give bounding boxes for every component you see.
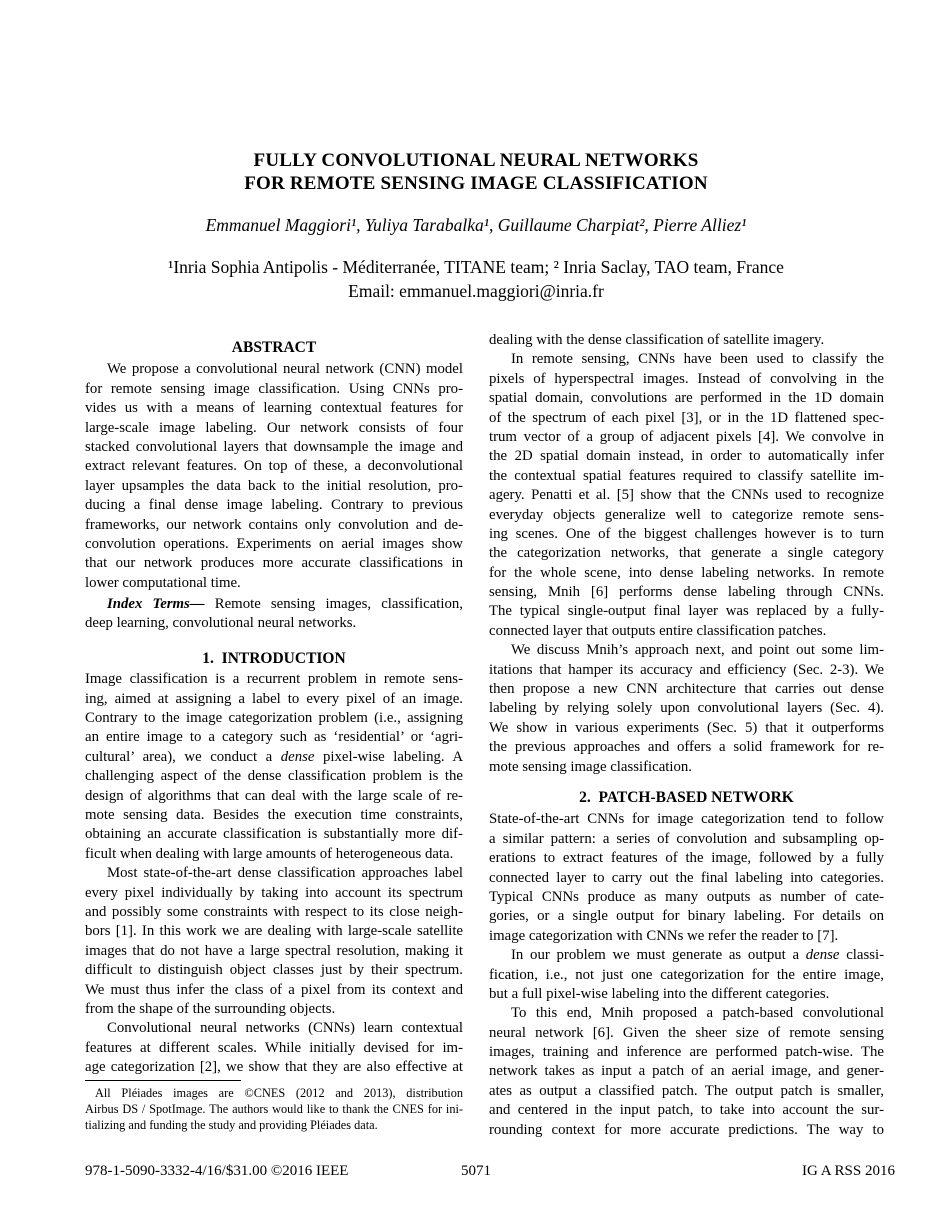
text-line: ates as output a classified patch. The output patch is smaller,	[489, 1082, 884, 1099]
text-line: difficult to distinguish object classes just by their spectrum.	[85, 962, 463, 979]
text-line: gories, or a single output for binary labeling. For details on	[489, 908, 884, 925]
affiliation-line: ¹Inria Sophia Antipolis - Méditerranée, TITANE team; ² Inria Saclay, TAO team, France	[168, 257, 784, 277]
text-line: To this end, Mnih proposed a patch-based convolutional	[511, 1005, 884, 1022]
text-line: images, training and inference are performed patch-wise. The	[489, 1044, 884, 1061]
text-line: spatial domain, convolutions are performed in the 1D domain	[489, 390, 884, 407]
text-line: network takes as input a patch of an aerial image, and gener-	[489, 1063, 884, 1080]
text-line: Airbus DS / SpotImage. The authors would like to thank the CNES for ini-	[85, 1102, 463, 1117]
right-column-body-a	[489, 331, 884, 777]
right-column	[489, 331, 884, 1140]
text-line: We propose a convolutional neural network (CNN) model	[107, 361, 463, 378]
text-line: ing scenes. One of the biggest challenges however is to turn	[489, 525, 884, 542]
text-line: Typical CNNs produce as many outputs as number of cate-	[489, 888, 884, 905]
text-line: Index Terms— Remote sensing images, classification,	[107, 596, 463, 613]
text-line: Contrary to the image categorization problem (i.e., assigning	[85, 710, 463, 727]
left-column	[85, 331, 463, 1140]
title-line-2: FOR REMOTE SENSING IMAGE CLASSIFICATION	[244, 173, 708, 194]
text-line: and possibly some constraints with respect to its close neigh-	[85, 903, 463, 920]
text-line: We discuss Mnih’s approach next, and point out some lim-	[511, 642, 884, 659]
right-column-body-b	[489, 810, 884, 1140]
text-line: obtaining an accurate classification is substantially more dif-	[85, 826, 463, 843]
text-line: the previous approaches and offers a solid framework for re-	[489, 739, 884, 756]
text-line: features at different scales. While initially devised for im-	[85, 1039, 463, 1056]
title-line-1: FULLY CONVOLUTIONAL NEURAL NETWORKS	[253, 150, 699, 171]
abstract-heading: ABSTRACT	[231, 339, 317, 356]
text-line: tializing and funding the study and providing Pléiades data.	[85, 1118, 378, 1133]
text-line: images that do not have a large spectral resolution, making it	[85, 942, 463, 959]
text-line: convolution operations. Experiments on aerial images show	[85, 535, 463, 552]
text-line: We show in various experiments (Sec. 5) that it outperforms	[489, 719, 884, 736]
text-line: deep learning, convolutional neural networks.	[85, 615, 357, 632]
two-column-body	[85, 331, 884, 1140]
text-line: but a full pixel-wise labeling into the different categories.	[489, 985, 830, 1002]
text-line: the categorization networks, that generate a single category	[489, 545, 884, 562]
text-line: dealing with the dense classification of satellite imagery.	[489, 332, 825, 348]
text-line: image categorization with CNNs we refer the reader to [7].	[489, 927, 839, 944]
text-line: for the whole scene, into dense labeling networks. In remote	[489, 564, 884, 581]
text-line: everyday objects generalize well to categorize remote sens-	[489, 506, 884, 523]
text-line: trum vector of a group of adjacent pixels [4]. We convolve in	[489, 428, 884, 445]
text-line: connected layer to carry out the final labeling into categories.	[489, 869, 884, 886]
text-line: Convolutional neural networks (CNNs) learn contextual	[107, 1020, 463, 1037]
introduction-body	[85, 670, 463, 1077]
index-terms	[85, 595, 463, 634]
text-line: erations to extract features of the image, followed by a fully	[489, 850, 884, 867]
text-line: rounding context for more accurate predictions. The way to	[489, 1121, 884, 1138]
text-line: mote sensing image classification.	[489, 758, 692, 775]
text-line: sensing, Mnih [6] performs dense labeling through CNNs.	[489, 584, 884, 601]
paper-title	[0, 149, 952, 195]
text-line: itations that hamper its accuracy and efficiency (Sec. 2-3). We	[489, 661, 884, 678]
text-line: every pixel individually by taking into account its spectrum	[85, 884, 463, 901]
text-line: The typical single-output final layer was replaced by a fully-	[489, 603, 884, 620]
text-line: an entire image to a category such as ‘residential’ or ‘agri-	[85, 729, 463, 746]
text-line: Most state-of-the-art dense classification approaches label	[107, 865, 463, 882]
text-line: age categorization [2], we show that they are also effective at	[85, 1059, 463, 1076]
footnote	[85, 1085, 463, 1133]
text-line: large-scale image labeling. Our network consists of four	[85, 419, 463, 436]
text-line: ficult when dealing with large amounts of heterogeneous data.	[85, 845, 454, 862]
text-line: vides us with a means of learning contextual features for	[85, 400, 463, 417]
text-line: bors [1]. In this work we are dealing with large-scale satellite	[85, 923, 463, 940]
text-line: of the spectrum of each pixel [3], or in the 1D flattened spec-	[489, 409, 884, 426]
text-line: mote sensing data. Besides the execution time constraints,	[85, 807, 463, 824]
text-line: connected layer that outputs entire classification patches.	[489, 622, 827, 639]
text-line: and centered in the input patch, to take into account the sur-	[489, 1102, 884, 1119]
author-list: Emmanuel Maggiori¹, Yuliya Tarabalka¹, Guillaume Charpiat², Pierre Alliez¹	[205, 215, 747, 235]
text-line: the contextual spatial features required to classify satellite im-	[489, 467, 884, 484]
text-line: State-of-the-art CNNs for image categorization tend to follow	[489, 811, 884, 828]
section-1-heading: 1. INTRODUCTION	[202, 649, 346, 667]
text-line: ducing a final dense image labeling. Contrary to previous	[85, 497, 463, 514]
text-line: stacked convolutional layers that downsample the image and	[85, 438, 463, 455]
text-line: a similar pattern: a series of convolution and subsampling op-	[489, 830, 884, 847]
text-line: from the shape of the surrounding objects.	[85, 1000, 336, 1017]
text-line: agery. Penatti et al. [5] show that the CNNs used to recognize	[489, 487, 884, 504]
text-line: challenging aspect of the dense classification problem is the	[85, 768, 463, 785]
text-line: that our network produces more accurate classifications in	[85, 555, 463, 572]
text-line: frameworks, our network contains only convolution and de-	[85, 516, 463, 533]
text-line: In remote sensing, CNNs have been used to classify the	[511, 351, 884, 368]
footer-copyright: 978-1-5090-3332-4/16/$31.00 ©2016 IEEE	[85, 1163, 349, 1179]
text-line: pixels of hyperspectral images. Instead of convolving in the	[489, 370, 884, 387]
text-line: then propose a new CNN architecture that carries out dense	[489, 681, 884, 698]
section-2-heading: 2. PATCH-BASED NETWORK	[579, 788, 794, 806]
footer-conference: IG A RSS 2016	[802, 1163, 895, 1179]
text-line: lower computational time.	[85, 574, 241, 591]
text-line: Image classification is a recurrent problem in remote sens-	[85, 671, 463, 688]
text-line: extract relevant features. On top of these, a deconvolutional	[85, 458, 463, 475]
page-number: 5071	[461, 1163, 491, 1179]
footnote-rule	[85, 1080, 241, 1081]
text-line: We must thus infer the class of a pixel from its context and	[85, 981, 463, 998]
affiliation-block	[0, 255, 952, 303]
text-line: fication, i.e., not just one categorization for the entire image,	[489, 966, 884, 983]
text-line: neural network [6]. Given the sheer size of remote sensing	[489, 1024, 884, 1041]
text-line: labeling by relying solely upon convolutional layers (Sec. 4).	[489, 700, 884, 717]
abstract-body	[85, 360, 463, 593]
email-line: Email: emmanuel.maggiori@inria.fr	[348, 281, 604, 301]
text-line: All Pléiades images are ©CNES (2012 and 2013), distribution	[95, 1086, 463, 1101]
text-line: In our problem we must generate as output a dense classi-	[511, 947, 884, 964]
text-line: cultural’ area), we conduct a dense pixel-wise labeling. A	[85, 748, 463, 765]
text-line: for remote sensing image classification. Using CNNs pro-	[85, 380, 463, 397]
text-line: layer upsamples the data back to the initial resolution, pro-	[85, 477, 463, 494]
text-line: ing, aimed at assigning a label to every pixel of an image.	[85, 690, 463, 707]
text-line: design of algorithms that can deal with the large scale of re-	[85, 787, 463, 804]
text-line: the 2D spatial domain instead, in order to automatically infer	[489, 448, 884, 465]
